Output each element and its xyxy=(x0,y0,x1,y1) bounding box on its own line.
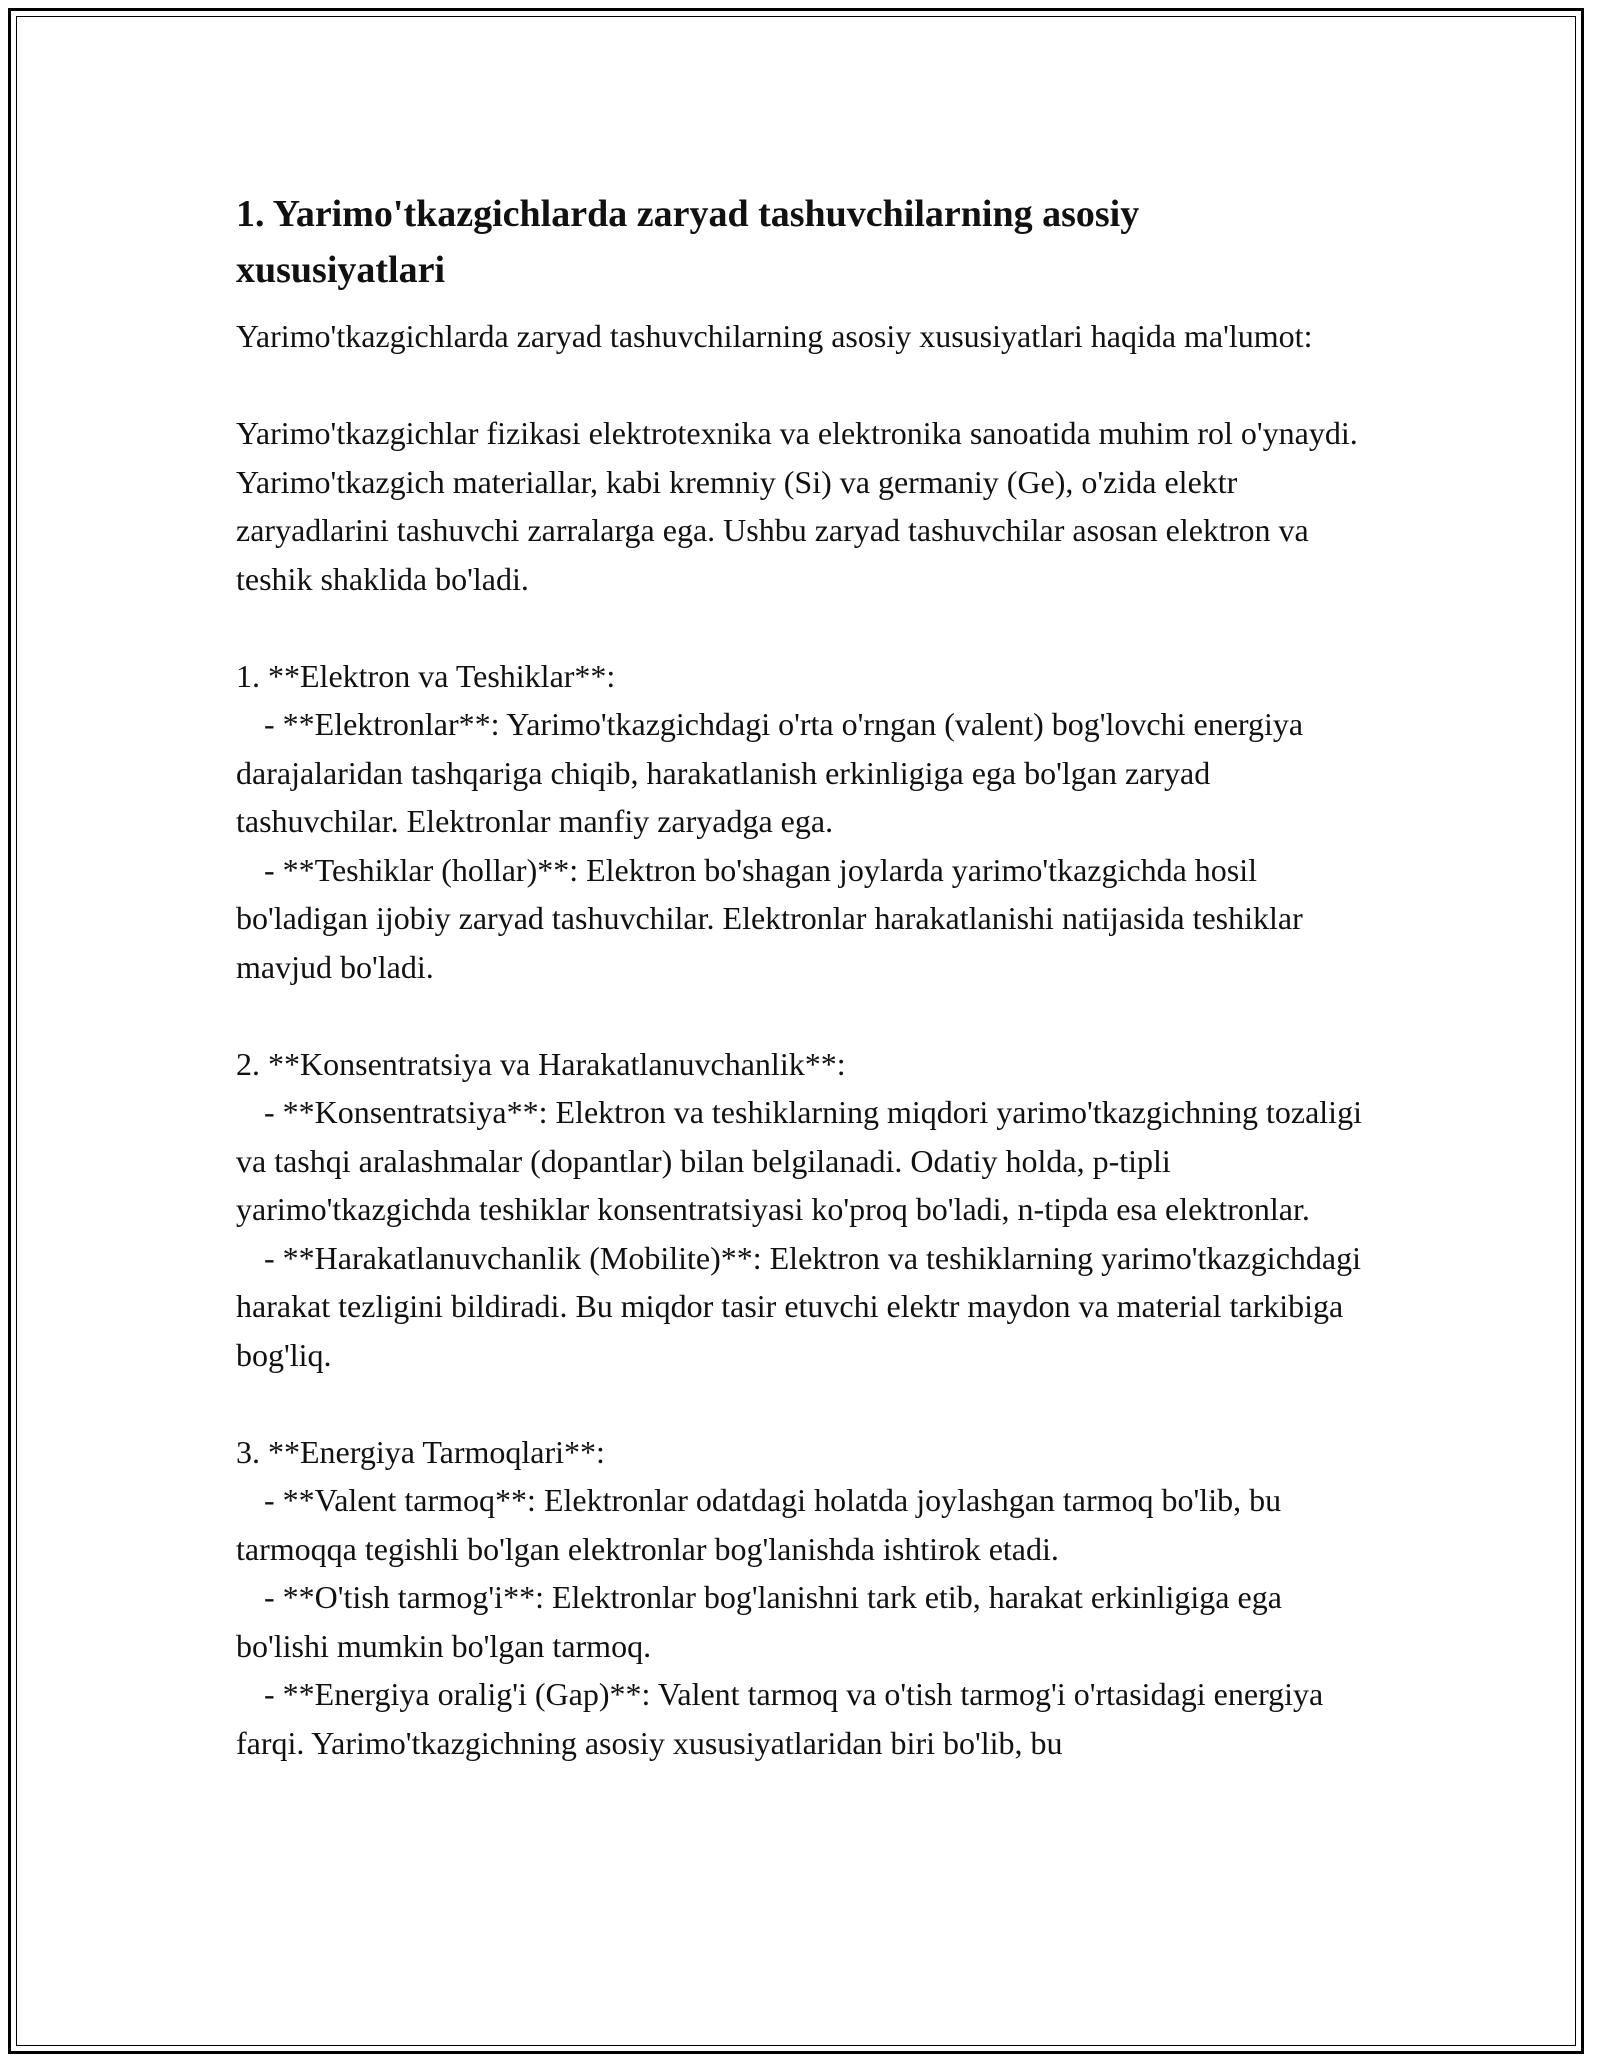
list-item xyxy=(236,1088,1366,1234)
list-item xyxy=(236,700,1366,846)
list-item-text: - **Valent tarmoq**: Elektronlar odatdagi holatda joylashgan tarmoq bo'lib, bu tarmoqqa tegishli bo'lgan elektronlar bog'lanishda ishtirok etadi. xyxy=(236,1482,1282,1567)
intro-paragraph-2: Yarimo'tkazgichlar fizikasi elektrotexnika va elektronika sanoatida muhim rol o'ynaydi. Yarimo'tkazgich materiallar, kabi kremniy (Si) va germaniy (Ge), o'zida elektr zaryadlarini tashuvchi zarralarga ega. Ushbu zaryad tashuvchilar asosan elektron va teshik shaklida bo'ladi. xyxy=(236,415,1358,597)
document-page xyxy=(236,186,1366,1767)
section-3 xyxy=(236,1428,1366,1768)
section-heading: 1. **Elektron va Teshiklar**: xyxy=(236,657,616,694)
section-1 xyxy=(236,652,1366,992)
list-item-text: - **Elektronlar**: Yarimo'tkazgichdagi o'rta o'rngan (valent) bog'lovchi energiya darajalaridan tashqariga chiqib, harakatlanish erkinligiga ega bo'lgan zaryad tashuvchilar. Elektronlar manfiy zaryadga ega. xyxy=(236,706,1304,839)
paragraph-spacer xyxy=(236,603,1366,652)
paragraph-spacer xyxy=(236,1379,1366,1428)
list-item xyxy=(236,1670,1366,1767)
list-item-text: - **Konsentratsiya**: Elektron va teshiklarning miqdori yarimo'tkazgichning tozaligi va tashqi aralashmalar (dopantlar) bilan belgilanadi. Odatiy holda, p-tipli yarimo'tkazgichda teshiklar konsentratsiyasi ko'proq bo'ladi, n-tipda esa elektronlar. xyxy=(236,1094,1362,1227)
list-item xyxy=(236,1476,1366,1573)
section-heading: 3. **Energiya Tarmoqlari**: xyxy=(236,1433,605,1470)
list-item-text: - **O'tish tarmog'i**: Elektronlar bog'lanishni tark etib, harakat erkinligiga ega bo'lishi mumkin bo'lgan tarmoq. xyxy=(236,1579,1282,1664)
list-item xyxy=(236,846,1366,992)
intro-paragraph-1: Yarimo'tkazgichlarda zaryad tashuvchilarning asosiy xususiyatlari haqida ma'lumot: xyxy=(236,318,1313,354)
list-item xyxy=(236,1234,1366,1380)
section-heading: 2. **Konsentratsiya va Harakatlanuvchanlik**: xyxy=(236,1045,846,1082)
list-item-text: - **Harakatlanuvchanlik (Mobilite)**: Elektron va teshiklarning yarimo'tkazgichdagi harakat tezligini bildiradi. Bu miqdor tasir etuvchi elektr maydon va material tarkibiga bog'liq. xyxy=(236,1239,1361,1373)
list-item-text: - **Energiya oralig'i (Gap)**: Valent tarmoq va o'tish tarmog'i o'rtasidagi energiya farqi. Yarimo'tkazgichning asosiy xususiyatlaridan biri bo'lib, bu xyxy=(236,1676,1324,1761)
section-2 xyxy=(236,1040,1366,1380)
document-title: 1. Yarimo'tkazgichlarda zaryad tashuvchilarning asosiy xususiyatlari xyxy=(236,193,1140,291)
list-item xyxy=(236,1573,1366,1670)
list-item-text: - **Teshiklar (hollar)**: Elektron bo'shagan joylarda yarimo'tkazgichda hosil bo'ladigan ijobiy zaryad tashuvchilar. Elektronlar harakatlanishi natijasida teshiklar mavjud bo'ladi. xyxy=(236,851,1303,985)
paragraph-spacer xyxy=(236,991,1366,1040)
paragraph-spacer xyxy=(236,361,1366,410)
